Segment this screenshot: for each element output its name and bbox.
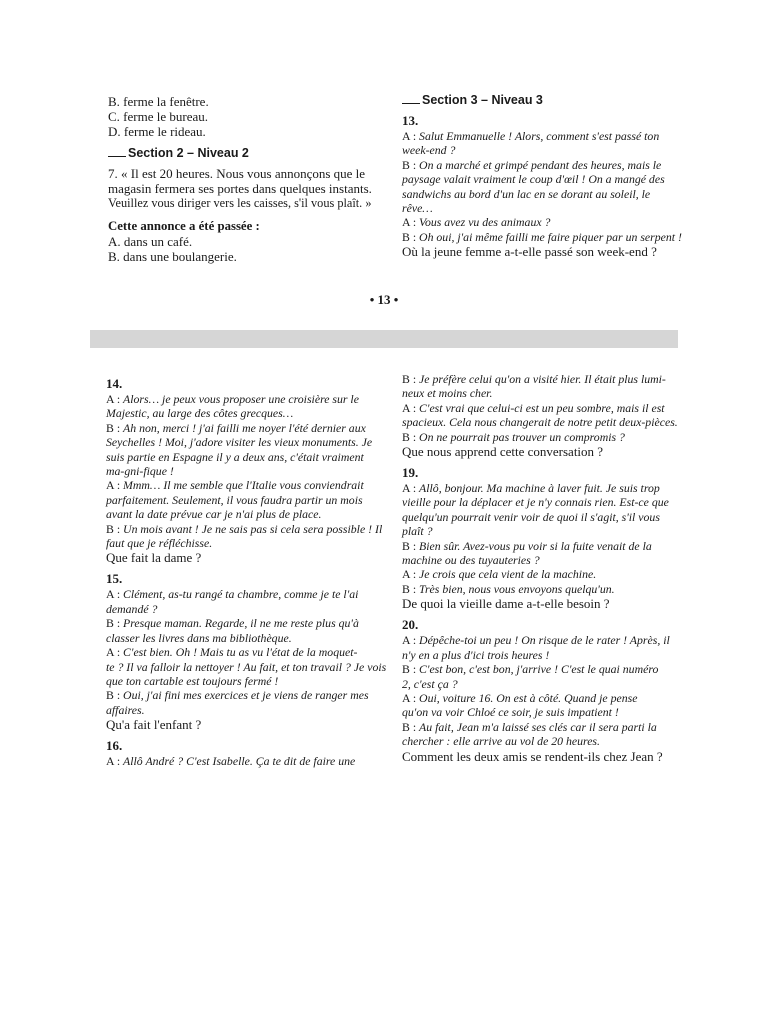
speaker-label: B : [106,616,124,631]
dialogue-line [402,720,670,734]
dialogue-line [106,450,372,464]
dialogue-line [402,143,672,157]
page-13 [0,0,768,325]
line-text: affaires. [106,702,145,717]
speaker-label: B : [402,157,420,172]
line-text: te ? Il va falloir la nettoyer ! Au fait, et ton travail ? Je vois [106,659,387,674]
line-text: Allô André ? C'est Isabelle. Ça te dit de faire une [123,754,356,769]
dialogue-line [402,553,670,567]
line-text: Je préfère celui qu'on a visité hier. Il était plus lumi- [419,372,666,386]
speaker-label: A : [106,478,124,493]
dialogue-line [106,493,372,507]
dialogue-line [402,567,670,581]
speaker-label: A : [402,690,420,705]
page-number: • 13 • [369,292,399,307]
line-text: On ne pourrait pas trouver un compromis ? [419,429,625,444]
dialogue-line [402,691,670,705]
dialogue-line [402,129,672,143]
section-2-heading: Section 2 – Niveau 2 [108,145,378,161]
question-number: 19. [402,465,419,481]
dialogue-line [402,705,670,719]
page-14 [0,348,768,1024]
question-number: 16. [106,738,123,754]
line-text: Majestic, au large des côtes grecques… [106,406,294,421]
dialogue-line [402,215,672,229]
line-text: 2, c'est ça ? [402,676,458,691]
dialogue-line [402,201,672,215]
line-text: chercher : elle arrive au vol de 20 heures. [402,734,600,749]
q7-answer: A. dans un café. [108,234,193,249]
line-text: Comment les deux amis se rendent-ils chez Jean ? [402,748,663,764]
line-text: paysage valait vraiment le coup d'œil ! On a mangé des [402,172,665,187]
line-text: machine ou des tuyauteries ? [402,553,540,568]
line-text: Un mois avant ! Je ne sais pas si cela sera possible ! Il [123,521,383,536]
line-text: demandé ? [106,601,158,616]
line-text: Au fait, Jean m'a laissé ses clés car il sera parti la [419,719,657,734]
dialogue-line [402,430,670,444]
dialogue-line [402,372,670,386]
dialogue-line [106,631,372,645]
question-line [106,550,372,565]
bottom-right-column [402,372,678,764]
line-text: que ton cartable est toujours fermé ! [106,673,279,688]
question-number: 20. [402,617,419,633]
dialogue-line [106,478,372,492]
dialogue-line [106,421,372,435]
speaker-label: B : [402,662,420,677]
line-text: Ah non, merci ! j'ai failli me noyer l'été dernier aux [123,420,366,435]
question-line [106,717,372,732]
line-text: De quoi la vieille dame a-t-elle besoin ? [402,596,610,612]
line-text: qu'on va voir Chloé ce soir, je suis impatient ! [402,705,619,720]
speaker-label: B : [402,229,420,244]
line-text: On a marché et grimpé pendant des heures, mais le [419,157,662,172]
dialogue-line [402,229,682,244]
line-text: parfaitement. Seulement, il vous faudra partir un mois [106,492,363,507]
dialogue-line [402,524,670,538]
dialogue-line [402,481,670,495]
dialogue-line [106,645,372,659]
line-text: Je crois que cela vient de la machine. [419,567,597,582]
dialogue-line [402,539,670,553]
speaker-label: B : [402,538,420,553]
dialogue-line [402,510,670,524]
line-text: vieille pour la déplacer et je n'y connais rien. Est-ce que [402,495,669,510]
dialogue-line [106,688,372,702]
line-text: neux et moins cher. [402,386,493,401]
speaker-label: A : [402,400,420,415]
dialogue-line [402,633,670,647]
line-text: Dépêche-toi un peu ! On risque de le rater ! Après, il [419,633,670,648]
line-text: Alors… je peux vous proposer une croisière sur le [123,392,359,406]
speaker-label: B : [106,420,124,435]
q7-line: 7. « Il est 20 heures. Nous vous annonçons que le [108,166,366,181]
speaker-label: B : [402,372,420,386]
dialogue-line [106,754,372,768]
line-text: Très bien, nous vous envoyons quelqu'un. [419,581,615,596]
line-text: rêve… [402,201,433,216]
line-text: n'y en a plus d'ici trois heures ! [402,647,550,662]
line-text: Oh oui, j'ai même failli me faire piquer par un serpent ! [419,229,682,244]
speaker-label: A : [402,215,420,230]
speaker-label: B : [402,719,420,734]
dialogue-line [402,734,670,748]
q7-line: magasin fermera ses portes dans quelques instants. [108,181,372,196]
line-text: Qu'a fait l'enfant ? [106,717,202,733]
question-line [402,596,670,611]
q7-answer: B. dans une boulangerie. [108,249,237,264]
line-text: Salut Emmanuelle ! Alors, comment s'est passé ton [419,129,660,143]
speaker-label: A : [106,754,124,769]
dialogue-line [402,495,670,509]
speaker-label: A : [106,587,124,602]
dialogue-line [402,415,678,430]
speaker-label: B : [402,429,420,444]
q13-dialogue [402,129,682,244]
line-text: ma-gni-fique ! [106,464,174,479]
q7-question: Cette annonce a été passée : [108,219,260,233]
question-line [402,749,670,764]
dialogue-line [402,582,670,596]
line-text: quelqu'un pourrait venir voir de quoi il s'agit, s'il vous [402,509,660,524]
question-number: 13. [402,113,419,128]
dialogue-line [402,172,672,186]
dialogue-line [106,392,372,406]
top-left-column [108,94,378,264]
dialogue-line [402,386,670,400]
top-right-column [402,92,682,260]
speaker-label: A : [402,567,420,582]
dialogue-line [106,406,372,420]
speaker-label: A : [106,645,124,660]
dialogue-line [402,677,670,691]
line-text: Oui, voiture 16. On est à côté. Quand je pense [419,690,638,705]
dialogue-line [106,659,387,674]
speaker-label: B : [402,581,420,596]
dialogue-line [402,648,670,662]
option-line: D. ferme le rideau. [108,124,206,139]
speaker-label: B : [106,688,124,703]
line-text: avant la date prévue car je n'ai plus de place. [106,507,322,522]
line-text: Seychelles ! Moi, j'adore visiter les vieux monuments. Je [106,435,373,450]
line-text: C'est vrai que celui-ci est un peu sombre, mais il est [419,400,665,415]
line-text: spacieux. Cela nous changerait de notre petit deux-pièces. [402,415,678,430]
line-text: faut que je réfléchisse. [106,536,213,551]
dialogue-line [402,401,670,415]
option-line: B. ferme la fenêtre. [108,94,209,109]
line-text: week-end ? [402,143,456,158]
dialogue-line [106,464,372,478]
q7-line: Veuillez vous diriger vers les caisses, s'il vous plaît. » [108,196,372,210]
speaker-label: A : [402,481,420,496]
speaker-label: A : [106,392,124,406]
line-text: Que fait la dame ? [106,550,202,566]
line-text: C'est bien. Oh ! Mais tu as vu l'état de la moquet- [123,645,358,660]
bottom-left-column [106,370,387,769]
section-3-heading: Section 3 – Niveau 3 [402,92,672,108]
dialogue-line [402,662,670,676]
question-number: 15. [106,571,123,587]
dialogue-line [106,521,383,536]
line-text: Clément, as-tu rangé ta chambre, comme je te l'ai [123,587,359,602]
line-text: C'est bon, c'est bon, j'arrive ! C'est le quai numéro [419,662,659,677]
line-text: Que nous apprend cette conversation ? [402,444,604,460]
dialogue-line [106,616,372,630]
speaker-label: A : [402,633,420,648]
dialogue-line [402,187,672,201]
line-text: Oui, j'ai fini mes exercices et je viens de ranger mes [123,688,369,703]
dialogue-line [106,587,372,601]
dialogue-line [106,703,372,717]
line-text: classer les livres dans ma bibliothèque. [106,630,292,645]
line-text: Mmm… Il me semble que l'Italie vous conviendrait [123,478,364,493]
line-text: Bien sûr. Avez-vous pu voir si la fuite venait de la [419,538,652,553]
dialogue-line [106,602,372,616]
speaker-label: A : [402,129,420,143]
option-line: C. ferme le bureau. [108,109,208,124]
dialogue-line [106,674,372,688]
page-separator [90,330,678,348]
line-text: plaît ? [402,524,433,539]
dialogue-line [402,158,672,172]
dialogue-line [106,435,372,449]
dialogue-line [106,536,372,550]
question-line [402,444,670,459]
line-text: Vous avez vu des animaux ? [419,215,551,230]
dialogue-line [106,507,372,521]
line-text: sandwichs au bord d'un lac en se dorant au soleil, le [402,186,651,201]
speaker-label: B : [106,521,124,536]
q13-question: Où la jeune femme a-t-elle passé son week-end ? [402,244,657,260]
question-number: 14. [106,376,123,391]
line-text: suis partie en Espagne il y a deux ans, c'était vraiment [106,449,364,464]
line-text: Presque maman. Regarde, il ne me reste plus qu'à [123,616,359,631]
line-text: Allô, bonjour. Ma machine à laver fuit. Je suis trop [419,481,660,496]
